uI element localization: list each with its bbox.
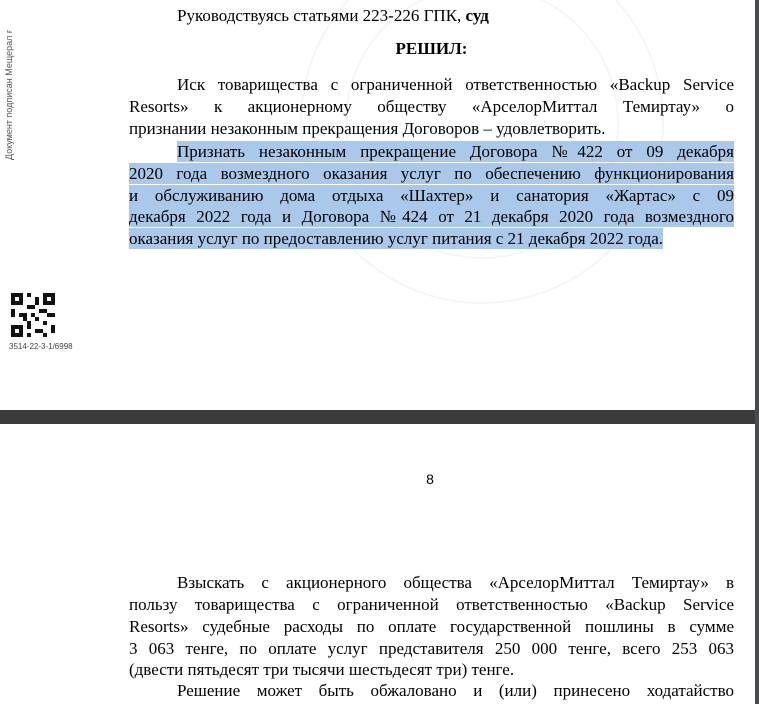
signature-note (4, 10, 26, 160)
page2-para1-line-5: (двести пятьдесят три тысячи шестьдесят три) тенге. (129, 660, 515, 679)
page2-para1-line-2: пользу товарищества с ограниченной ответственностью «Backup Service (129, 595, 734, 614)
document-code: 3514-22-3-1/6998 (9, 342, 73, 351)
intro-bold-text: суд (465, 6, 489, 25)
decision-heading (129, 38, 734, 59)
page2-para1-line-4: 3 063 тенге, по оплате услуг представителя 250 000 тенге, всего 253 063 (129, 639, 734, 658)
highlighted-line-1[interactable]: Признать незаконным прекращение Договора №422 от 09 декабря (177, 142, 734, 161)
page2-para1-line-3: Resorts» судебные расходы по оплате государственной пошлины в сумме (129, 617, 734, 636)
highlighted-line-4[interactable]: декабря 2022 года и Договора №424 от 21 декабря 2020 года возмездного (129, 207, 734, 226)
intro-line (177, 5, 489, 26)
intro-text: Руководствуясь статьями 223-226 ГПК, (177, 6, 466, 25)
highlighted-line-3[interactable]: и обслуживанию дома отдыха «Шахтер» и санатория «Жартас» с 09 (129, 186, 734, 205)
decision-heading-text: РЕШИЛ: (395, 39, 468, 58)
page-separator (0, 410, 759, 424)
signature-note-text: Документ подписан Мещерал ғ (4, 29, 14, 160)
viewer-scrollbar-edge[interactable] (755, 0, 759, 704)
para1-line-2: Resorts» к акционерному обществу «АрселорМиттал Темиртау» о (129, 97, 734, 116)
para1-line-3: признании незаконным прекращения Договоров – удовлетворить. (129, 119, 606, 138)
highlighted-line-2[interactable]: 2020 года возмездного оказания услуг по обеспечению функционирования (129, 164, 734, 183)
page-number: 8 (426, 471, 434, 487)
highlighted-line-5[interactable]: оказания услуг по предоставлению услуг питания с 21 декабря 2022 года. (129, 229, 664, 248)
page2-para2-line-1: Решение может быть обжаловано и (или) принесено ходатайство (177, 681, 734, 700)
para1-line-1: Иск товарищества с ограниченной ответственностью «Backup Service (177, 75, 734, 94)
page2-para1-line-1: Взыскать с акционерного общества «АрселорМиттал Темиртау» в (177, 573, 734, 592)
qr-code-icon (11, 293, 55, 337)
